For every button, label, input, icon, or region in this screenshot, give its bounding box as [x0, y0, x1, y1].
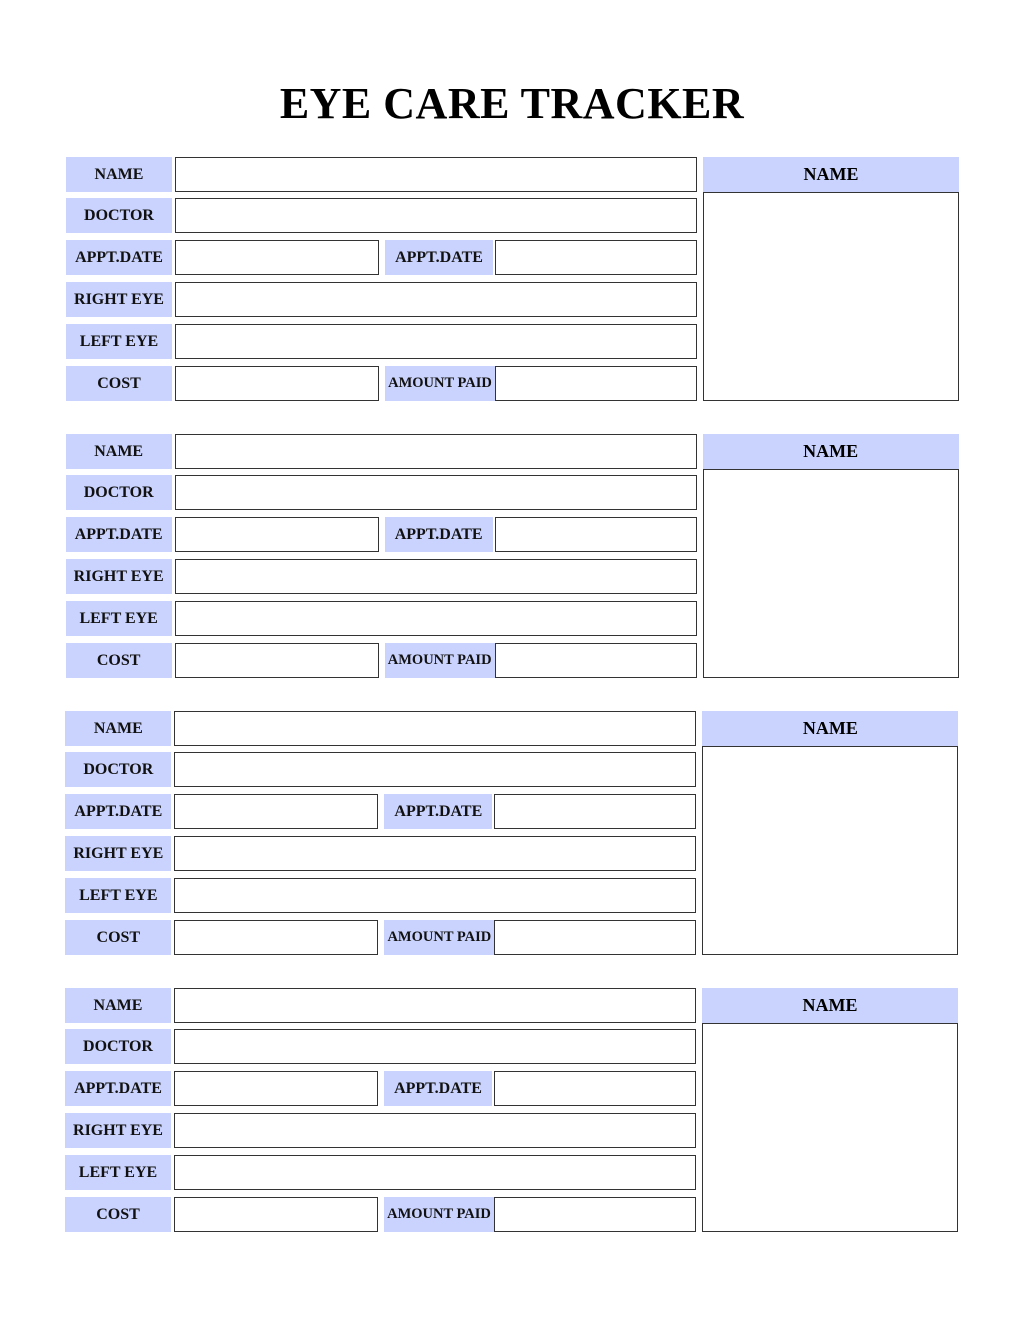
appt-date-input-2[interactable]: [496, 241, 696, 274]
appt-date-field[interactable]: [175, 240, 379, 275]
appt-date-label-2: APPT.DATE: [385, 517, 493, 552]
notes-panel-box[interactable]: [702, 746, 958, 955]
name-field[interactable]: [175, 157, 697, 192]
left-eye-input[interactable]: [175, 879, 695, 912]
name-field[interactable]: [174, 988, 696, 1023]
appt-date-label: APPT.DATE: [66, 517, 172, 552]
doctor-field[interactable]: [174, 752, 696, 787]
doctor-label: DOCTOR: [66, 198, 172, 233]
amount-paid-field[interactable]: [495, 366, 697, 401]
tracker-entry: [65, 711, 958, 955]
amount-paid-input[interactable]: [496, 644, 696, 677]
left-eye-field[interactable]: [175, 324, 697, 359]
right-eye-input[interactable]: [175, 1114, 695, 1147]
right-eye-label: RIGHT EYE: [65, 836, 171, 871]
appt-date-label-2: APPT.DATE: [385, 240, 493, 275]
notes-textarea[interactable]: [703, 747, 957, 954]
amount-paid-field[interactable]: [495, 643, 697, 678]
cost-field[interactable]: [175, 366, 379, 401]
appt-date-label: APPT.DATE: [65, 1071, 171, 1106]
appt-date-label: APPT.DATE: [65, 794, 171, 829]
doctor-input[interactable]: [176, 476, 696, 509]
left-eye-label: LEFT EYE: [66, 324, 172, 359]
notes-textarea[interactable]: [704, 470, 958, 677]
appt-date-input[interactable]: [176, 241, 378, 274]
right-eye-field[interactable]: [174, 1113, 696, 1148]
notes-panel-box[interactable]: [703, 469, 959, 678]
amount-paid-input[interactable]: [496, 367, 696, 400]
cost-label: COST: [65, 1197, 171, 1232]
appt-date-input-2[interactable]: [495, 795, 695, 828]
right-eye-input[interactable]: [176, 283, 696, 316]
notes-textarea[interactable]: [703, 1024, 957, 1231]
cost-field[interactable]: [174, 920, 378, 955]
amount-paid-label: AMOUNT PAID: [384, 1197, 494, 1232]
name-label: NAME: [66, 434, 172, 469]
right-eye-label: RIGHT EYE: [66, 282, 172, 317]
appt-date-field-2[interactable]: [495, 517, 697, 552]
appt-date-field[interactable]: [174, 794, 378, 829]
appt-date-label-2: APPT.DATE: [384, 794, 492, 829]
name-field[interactable]: [174, 711, 696, 746]
doctor-field[interactable]: [175, 475, 697, 510]
amount-paid-label: AMOUNT PAID: [384, 920, 494, 955]
amount-paid-label: AMOUNT PAID: [385, 643, 495, 678]
left-eye-field[interactable]: [174, 878, 696, 913]
name-field[interactable]: [175, 434, 697, 469]
appt-date-field[interactable]: [174, 1071, 378, 1106]
cost-input[interactable]: [176, 644, 378, 677]
left-eye-input[interactable]: [175, 1156, 695, 1189]
notes-panel-header: NAME: [702, 711, 958, 746]
tracker-entry: [66, 157, 959, 401]
name-input[interactable]: [175, 712, 695, 745]
doctor-input[interactable]: [175, 753, 695, 786]
left-eye-field[interactable]: [174, 1155, 696, 1190]
notes-panel-box[interactable]: [703, 192, 959, 401]
notes-textarea[interactable]: [704, 193, 958, 400]
amount-paid-input[interactable]: [495, 921, 695, 954]
doctor-label: DOCTOR: [66, 475, 172, 510]
name-input[interactable]: [176, 435, 696, 468]
right-eye-field[interactable]: [175, 282, 697, 317]
appt-date-input[interactable]: [176, 518, 378, 551]
amount-paid-field[interactable]: [494, 1197, 696, 1232]
left-eye-input[interactable]: [176, 602, 696, 635]
cost-label: COST: [66, 643, 172, 678]
notes-panel-header: NAME: [702, 988, 958, 1023]
left-eye-field[interactable]: [175, 601, 697, 636]
cost-label: COST: [65, 920, 171, 955]
amount-paid-label: AMOUNT PAID: [385, 366, 495, 401]
left-eye-input[interactable]: [176, 325, 696, 358]
doctor-input[interactable]: [176, 199, 696, 232]
doctor-input[interactable]: [175, 1030, 695, 1063]
name-label: NAME: [65, 711, 171, 746]
cost-input[interactable]: [176, 367, 378, 400]
appt-date-field-2[interactable]: [494, 1071, 696, 1106]
right-eye-field[interactable]: [174, 836, 696, 871]
doctor-label: DOCTOR: [65, 752, 171, 787]
amount-paid-field[interactable]: [494, 920, 696, 955]
page-title: EYE CARE TRACKER: [279, 79, 745, 128]
notes-panel-header: NAME: [703, 434, 959, 469]
cost-label: COST: [66, 366, 172, 401]
right-eye-input[interactable]: [176, 560, 696, 593]
doctor-label: DOCTOR: [65, 1029, 171, 1064]
appt-date-field-2[interactable]: [494, 794, 696, 829]
appt-date-label-2: APPT.DATE: [384, 1071, 492, 1106]
right-eye-label: RIGHT EYE: [65, 1113, 171, 1148]
doctor-field[interactable]: [174, 1029, 696, 1064]
appt-date-label: APPT.DATE: [66, 240, 172, 275]
doctor-field[interactable]: [175, 198, 697, 233]
tracker-entry: [65, 988, 958, 1232]
appt-date-input-2[interactable]: [496, 518, 696, 551]
notes-panel-header: NAME: [703, 157, 959, 192]
notes-panel-box[interactable]: [702, 1023, 958, 1232]
left-eye-label: LEFT EYE: [65, 1155, 171, 1190]
cost-field[interactable]: [175, 643, 379, 678]
name-label: NAME: [65, 988, 171, 1023]
left-eye-label: LEFT EYE: [65, 878, 171, 913]
appt-date-input[interactable]: [175, 1072, 377, 1105]
right-eye-field[interactable]: [175, 559, 697, 594]
name-label: NAME: [66, 157, 172, 192]
name-input[interactable]: [176, 158, 696, 191]
right-eye-label: RIGHT EYE: [66, 559, 172, 594]
right-eye-input[interactable]: [175, 837, 695, 870]
cost-field[interactable]: [174, 1197, 378, 1232]
cost-input[interactable]: [175, 1198, 377, 1231]
cost-input[interactable]: [175, 921, 377, 954]
appt-date-field-2[interactable]: [495, 240, 697, 275]
appt-date-input-2[interactable]: [495, 1072, 695, 1105]
left-eye-label: LEFT EYE: [66, 601, 172, 636]
tracker-entry: [66, 434, 959, 678]
appt-date-field[interactable]: [175, 517, 379, 552]
amount-paid-input[interactable]: [495, 1198, 695, 1231]
appt-date-input[interactable]: [175, 795, 377, 828]
name-input[interactable]: [175, 989, 695, 1022]
